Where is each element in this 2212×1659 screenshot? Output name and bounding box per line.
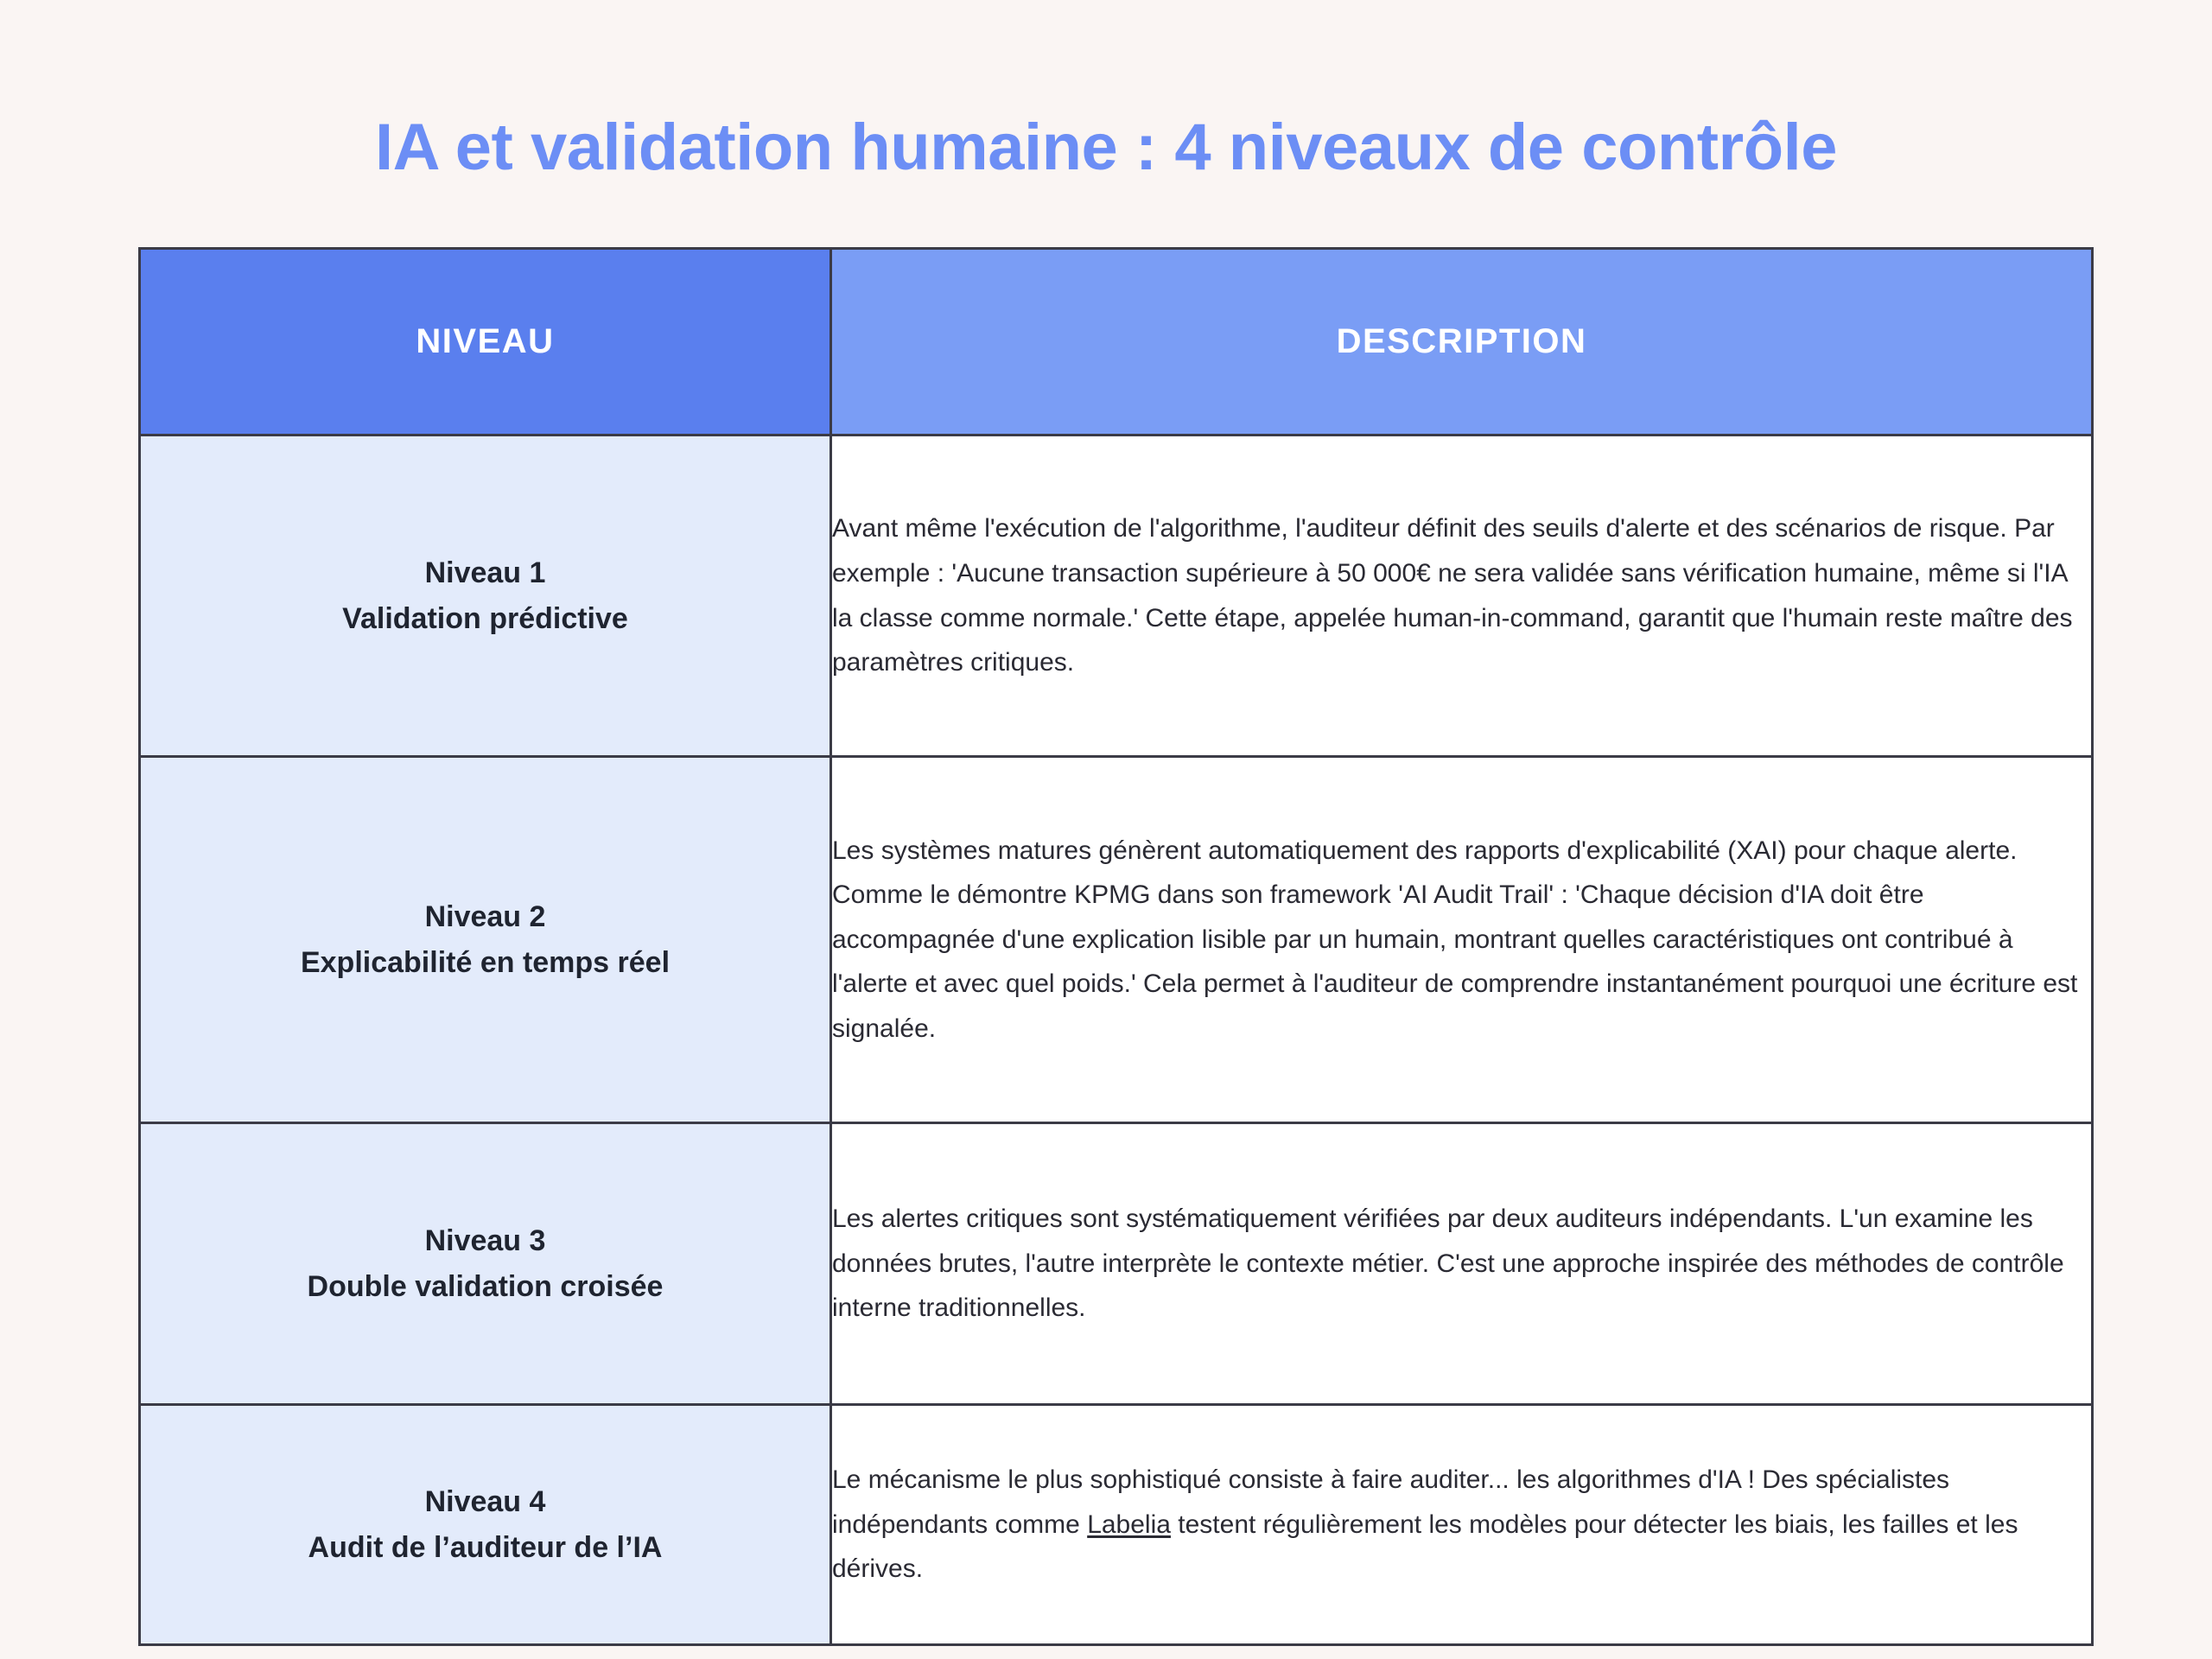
- description-text: Les systèmes matures génèrent automatiquement des rapports d'explicabilité (XAI) pour chaque alerte. Comme le démontre KPMG dans son framework 'AI Audit Trail' : 'Chaque décision d'IA doit être accompagnée d'une explication lisible par un humain, montrant quelles caractéristiques ont contribué à l'alerte et avec quel poids.' Cela permet à l'auditeur de comprendre instantanément pourquoi une écriture est signalée.: [832, 836, 2078, 1043]
- level-number: Niveau 4: [424, 1484, 546, 1518]
- table-row: [140, 757, 2093, 1123]
- table-row: [140, 1405, 2093, 1645]
- level-cell: [140, 435, 831, 757]
- column-header-description: DESCRIPTION: [831, 249, 2093, 435]
- levels-table: [138, 247, 2094, 1646]
- level-name: Explicabilité en temps réel: [300, 945, 671, 979]
- level-cell: [140, 757, 831, 1123]
- level-number: Niveau 1: [424, 556, 546, 589]
- level-name: Audit de l’auditeur de l’IA: [308, 1530, 663, 1564]
- table-body: [140, 435, 2093, 1645]
- level-cell: [140, 1405, 831, 1645]
- level-name: Validation prédictive: [342, 601, 628, 635]
- description-cell: [831, 1123, 2093, 1405]
- description-text: Les alertes critiques sont systématiquement vérifiées par deux auditeurs indépendants. L'un examine les données brutes, l'autre interprète le contexte métier. C'est une approche inspirée des méthodes de contrôle interne traditionnelles.: [832, 1205, 2064, 1323]
- description-cell: [831, 435, 2093, 757]
- description-text: Avant même l'exécution de l'algorithme, l'auditeur définit des seuils d'alerte et des scénarios de risque. Par exemple : 'Aucune transaction supérieure à 50 000€ ne sera validée sans vérification humaine, même si l'IA la classe comme normale.' Cette étape, appelée human-in-command, garantit que l'humain reste maître des paramètres critiques.: [832, 514, 2073, 677]
- levels-table-container: [138, 247, 2091, 1643]
- column-header-niveau: NIVEAU: [140, 249, 831, 435]
- labelia-link[interactable]: Labelia: [1087, 1510, 1171, 1539]
- description-cell: [831, 1405, 2093, 1645]
- description-cell: [831, 757, 2093, 1123]
- level-number: Niveau 2: [424, 899, 546, 933]
- table-header-row: [140, 249, 2093, 435]
- level-number: Niveau 3: [424, 1224, 546, 1257]
- description-text-after-link: testent régulièrement les modèles pour détecter les biais, les failles et les dérives.: [832, 1510, 2018, 1584]
- table-row: [140, 435, 2093, 757]
- table-row: [140, 1123, 2093, 1405]
- page-title: IA et validation humaine : 4 niveaux de contrôle: [374, 110, 1837, 184]
- level-cell: [140, 1123, 831, 1405]
- description-text-before-link: Le mécanisme le plus sophistiqué consiste à faire auditer... les algorithmes d'IA ! Des spécialistes indépendants comme: [832, 1465, 1950, 1539]
- table-header: [140, 249, 2093, 435]
- level-name: Double validation croisée: [307, 1269, 664, 1303]
